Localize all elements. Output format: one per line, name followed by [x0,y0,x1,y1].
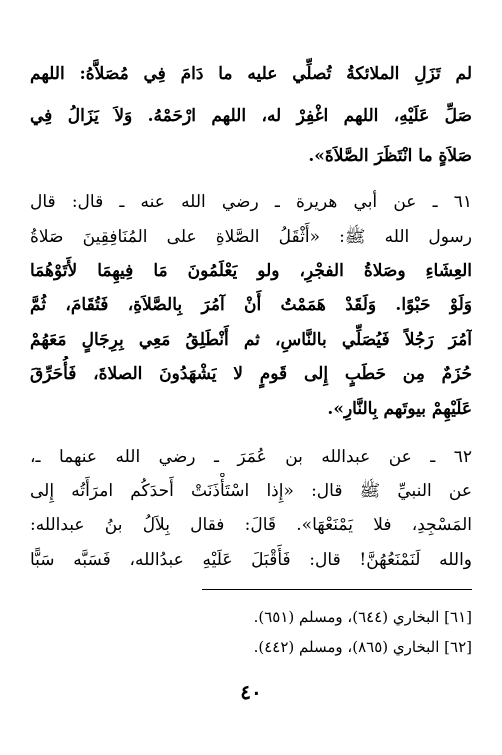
text-line: المَسْجِدِ، فلا يَمْنَعْهَا». قَالَ: فقال بِلاَلُ بنُ عبدالله: [30,515,472,535]
footnote-separator [202,589,472,590]
hadith-62-heading: ٦٢ ـ عن عبدالله بن عُمَرَ ـ رضي الله عنهما ـ، [30,447,472,467]
text-line: وَلَوْ حَبْوًا. وَلَقَدْ هَمَمْتُ أَنْ آمُرَ بِالصَّلاَةِ، فَتُقَامَ، ثُمَّ [30,295,472,315]
footnote: [٦٢] البخاري (٨٦٥)، ومسلم (٤٤٢). [253,638,472,656]
text-line: صَلِّ عَلَيْهِ، اللهم اغْفِرْ له، اللهم ارْحَمْهُ. وَلاَ يَزَالُ فِي [30,106,472,126]
text-line: العِشَاءِ وصَلاةُ الفجْرِ، ولو يَعْلَمُونَ مَا فِيهِمَا لأَتَوْهُمَا [30,261,472,281]
hadith-61-heading: ٦١ ـ عن أبي هريرة ـ رضي الله عنه ـ قال: قال [30,192,472,212]
text-line: عن النبيِّ ﷺ قال: «إِذا اسْتَأْذَنَتْ أَحدَكُم امرَأَتُه إِلى [30,481,472,501]
text-line: صَلاَةٍ ما انْتَظَرَ الصَّلاَةَ». [308,146,472,166]
text-line: رسول الله ﷺ: «أَثْقَلُ الصَّلاةِ على المُنَافِقِينَ صَلاةُ [30,227,472,247]
footnote: [٦١] البخاري (٦٤٤)، ومسلم (٦٥١). [253,608,472,626]
text-line: آمُرَ رَجُلاً فَيُصَلِّي بالنَّاسِ، ثم أَنْطَلِقُ مَعِي بِرِجَالٍ مَعَهُمْ [30,330,472,350]
text-line: والله لَنَمْنَعُهُنَّ! قال: فَأَقْبَلَ عَلَيْهِ عبدُالله، فَسَبَّه سَبًّا [30,550,472,570]
text-line: عَلَيْهِمْ بيوتَهم بِالنَّارِ». [327,399,472,419]
text-line: حُزَمٌ مِن حَطَبٍ إِلى قَومٍ لا يَشْهَدُونَ الصلاةَ، فَأُحَرِّقَ [30,364,472,384]
book-page [30,0,472,755]
text-line: لم تَزَلِ الملائكةُ تُصلِّي عليه ما دَامَ فِي مُصَلاَّهُ: اللهم [30,64,472,84]
page-number: ٤٠ [240,680,262,704]
